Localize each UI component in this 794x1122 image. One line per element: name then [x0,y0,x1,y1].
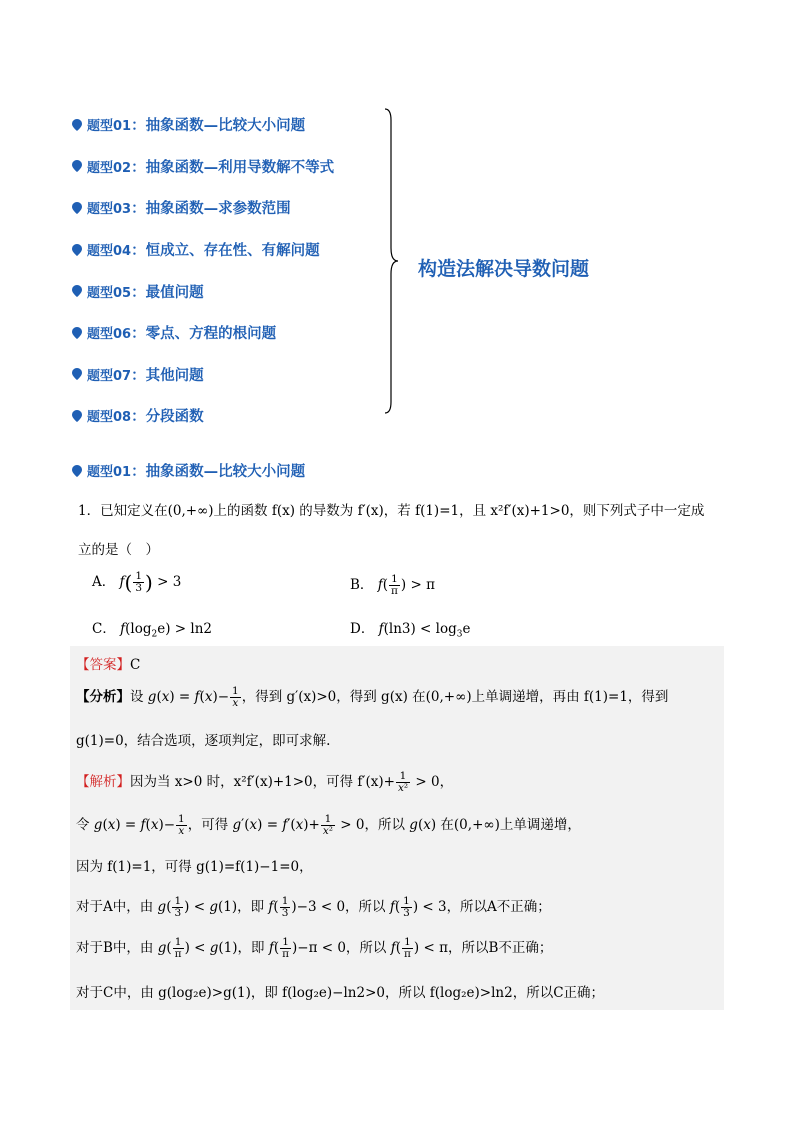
brace-icon [384,108,400,414]
toc-item[interactable]: 题型04：恒成立、存在性、有解问题 [72,229,372,271]
toc-list [72,104,372,437]
toc-item[interactable]: 题型05：最值问题 [72,270,372,312]
side-title: 构造法解决导数问题 [418,258,590,280]
pin-icon [72,160,82,172]
pin-icon [72,285,82,297]
toc-item[interactable]: 题型07：其他问题 [72,354,372,396]
option-c[interactable]: C． $f(\log_2e) > \ln 2$ [92,621,212,640]
option-b[interactable]: B． f( $\frac{1}{\pi}$ ) > π [350,573,435,597]
solution-line-2: 令 g(x) = f(x)− $\frac{1}{x}$ ，可得 g′(x) = f′(x)+ $\frac{1}{\text{x²}}$ > 0，所以 g(x) 在(0,+∞)上单调递增， [76,813,581,837]
solution-line-5: 对于B中，由 g( $\frac{1}{\pi}$ ) < g(1)，即 f( $\frac{1}{\pi}$ )−π < 0，所以 f( $\frac{1}{\pi}$ ) < π，所以B不正确； [76,936,553,960]
option-d[interactable]: D． $f(\ln 3) < \log_3e$ [350,621,471,640]
solution-line-3: 因为 f(1)=1，可得 g(1)=f(1)−1=0， [76,859,313,875]
pin-icon [72,202,82,214]
pin-icon [72,327,82,339]
pin-icon [72,244,82,256]
option-a[interactable]: A． f( $\frac{1}{3}$ ) > 3 [92,570,182,595]
toc-item[interactable]: 题型06：零点、方程的根问题 [72,312,372,354]
toc-item[interactable]: 题型08：分段函数 [72,395,372,437]
pin-icon [72,410,82,422]
solution-line-1: 【解析】因为当 x>0 时，x²f′(x)+1>0，可得 f′(x)+ $\frac{1}{\text{x²}}$ > 0， [76,770,454,794]
analysis-line-2: g(1)=0，结合选项，逐项判定，即可求解. [76,733,331,749]
analysis-line-1: 【分析】设 g(x) = f(x)− $\frac{1}{x}$ ，得到 g′(x)>0，得到 g(x) 在(0,+∞)上单调递增，再由 f(1)=1，得到 [76,685,669,709]
solution-line-6: 对于C中，由 g(log₂e)>g(1)，即 f(log₂e)−ln2>0，所以 f(log₂e)>ln2，所以C正确； [76,985,605,1001]
toc-item[interactable]: 题型02：抽象函数—利用导数解不等式 [72,146,372,188]
section-heading: 题型01：抽象函数—比较大小问题 [72,460,305,481]
pin-icon [72,368,82,380]
pin-icon [72,119,82,131]
toc-item[interactable]: 题型03：抽象函数—求参数范围 [72,187,372,229]
toc-item[interactable]: 题型01：抽象函数—比较大小问题 [72,104,372,146]
solution-line-4: 对于A中，由 g( $\frac{1}{3}$ ) < g(1)，即 f( $\frac{1}{3}$ )−3 < 0，所以 f( $\frac{1}{3}$ ) < 3，所以A不正确； [76,895,551,919]
pin-icon [72,465,82,477]
answer-line: 【答案】C [76,657,141,673]
question-line-2: 立的是（ ） [78,542,159,558]
question-line-1: 1．已知定义在(0,+∞)上的函数 f(x) 的导数为 f′(x)，若 f(1)=1，且 x²f′(x)+1>0，则下列式子中一定成 [78,503,705,519]
